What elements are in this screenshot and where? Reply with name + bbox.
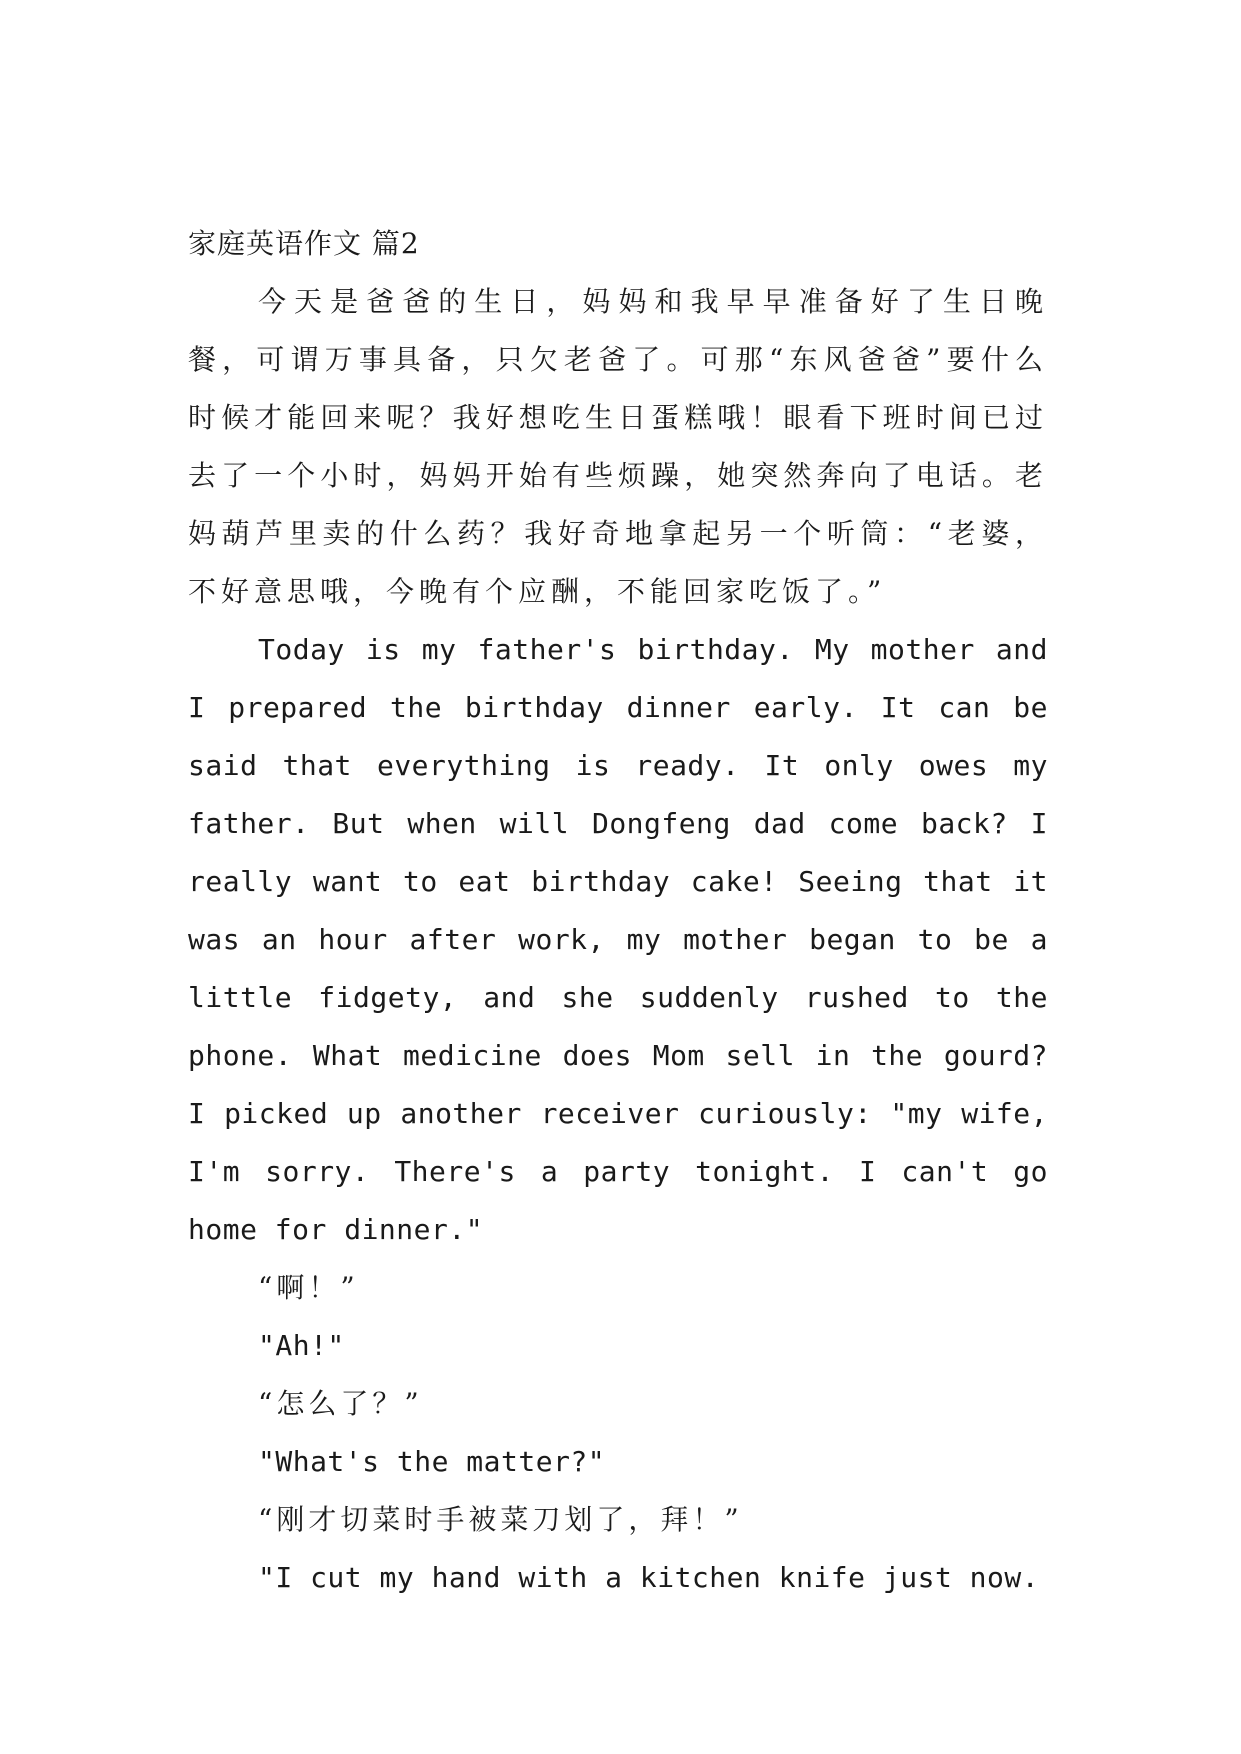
dialog-line: “怎么了？”: [258, 1387, 423, 1420]
document-title: 家庭英语作文 篇2: [188, 227, 420, 260]
paragraph-chinese: 今天是爸爸的生日，妈妈和我早早准备好了生日晚餐，可谓万事具备，只欠老爸了。可那“东风爸爸”要什么时候才能回来呢？我好想吃生日蛋糕哦！眼看下班时间已过去了一个小时，妈妈开始有些烦躁，她突然奔向了电话。老妈葫芦里卖的什么药？我好奇地拿起另一个听筒：“老婆，不好意思哦，今晚有个应酬，不能回家吃饭了。”: [188, 285, 1048, 608]
document-page: [188, 215, 1048, 1607]
dialog-line: "Ah!": [258, 1329, 345, 1362]
dialog-line: “啊！”: [258, 1271, 359, 1304]
paragraph-english: Today is my father's birthday. My mother and I prepared the birthday dinner early. It can be said that everything is ready. It only owes my father. But when will Dongfeng dad come back? I really want to eat birthday cake! Seeing that it was an hour after work, my mother began to be a little fidgety, and she suddenly rushed to the phone. What medicine does Mom sell in the gourd? I picked up another receiver curiously: "my wife, I'm sorry. There's a party tonight. I can't go home for dinner.": [188, 633, 1048, 1246]
dialog-line: "I cut my hand with a kitchen knife just now.: [258, 1561, 1040, 1594]
dialog-line: “刚才切菜时手被菜刀划了，拜！”: [258, 1503, 743, 1536]
dialog-line: "What's the matter?": [258, 1445, 606, 1478]
